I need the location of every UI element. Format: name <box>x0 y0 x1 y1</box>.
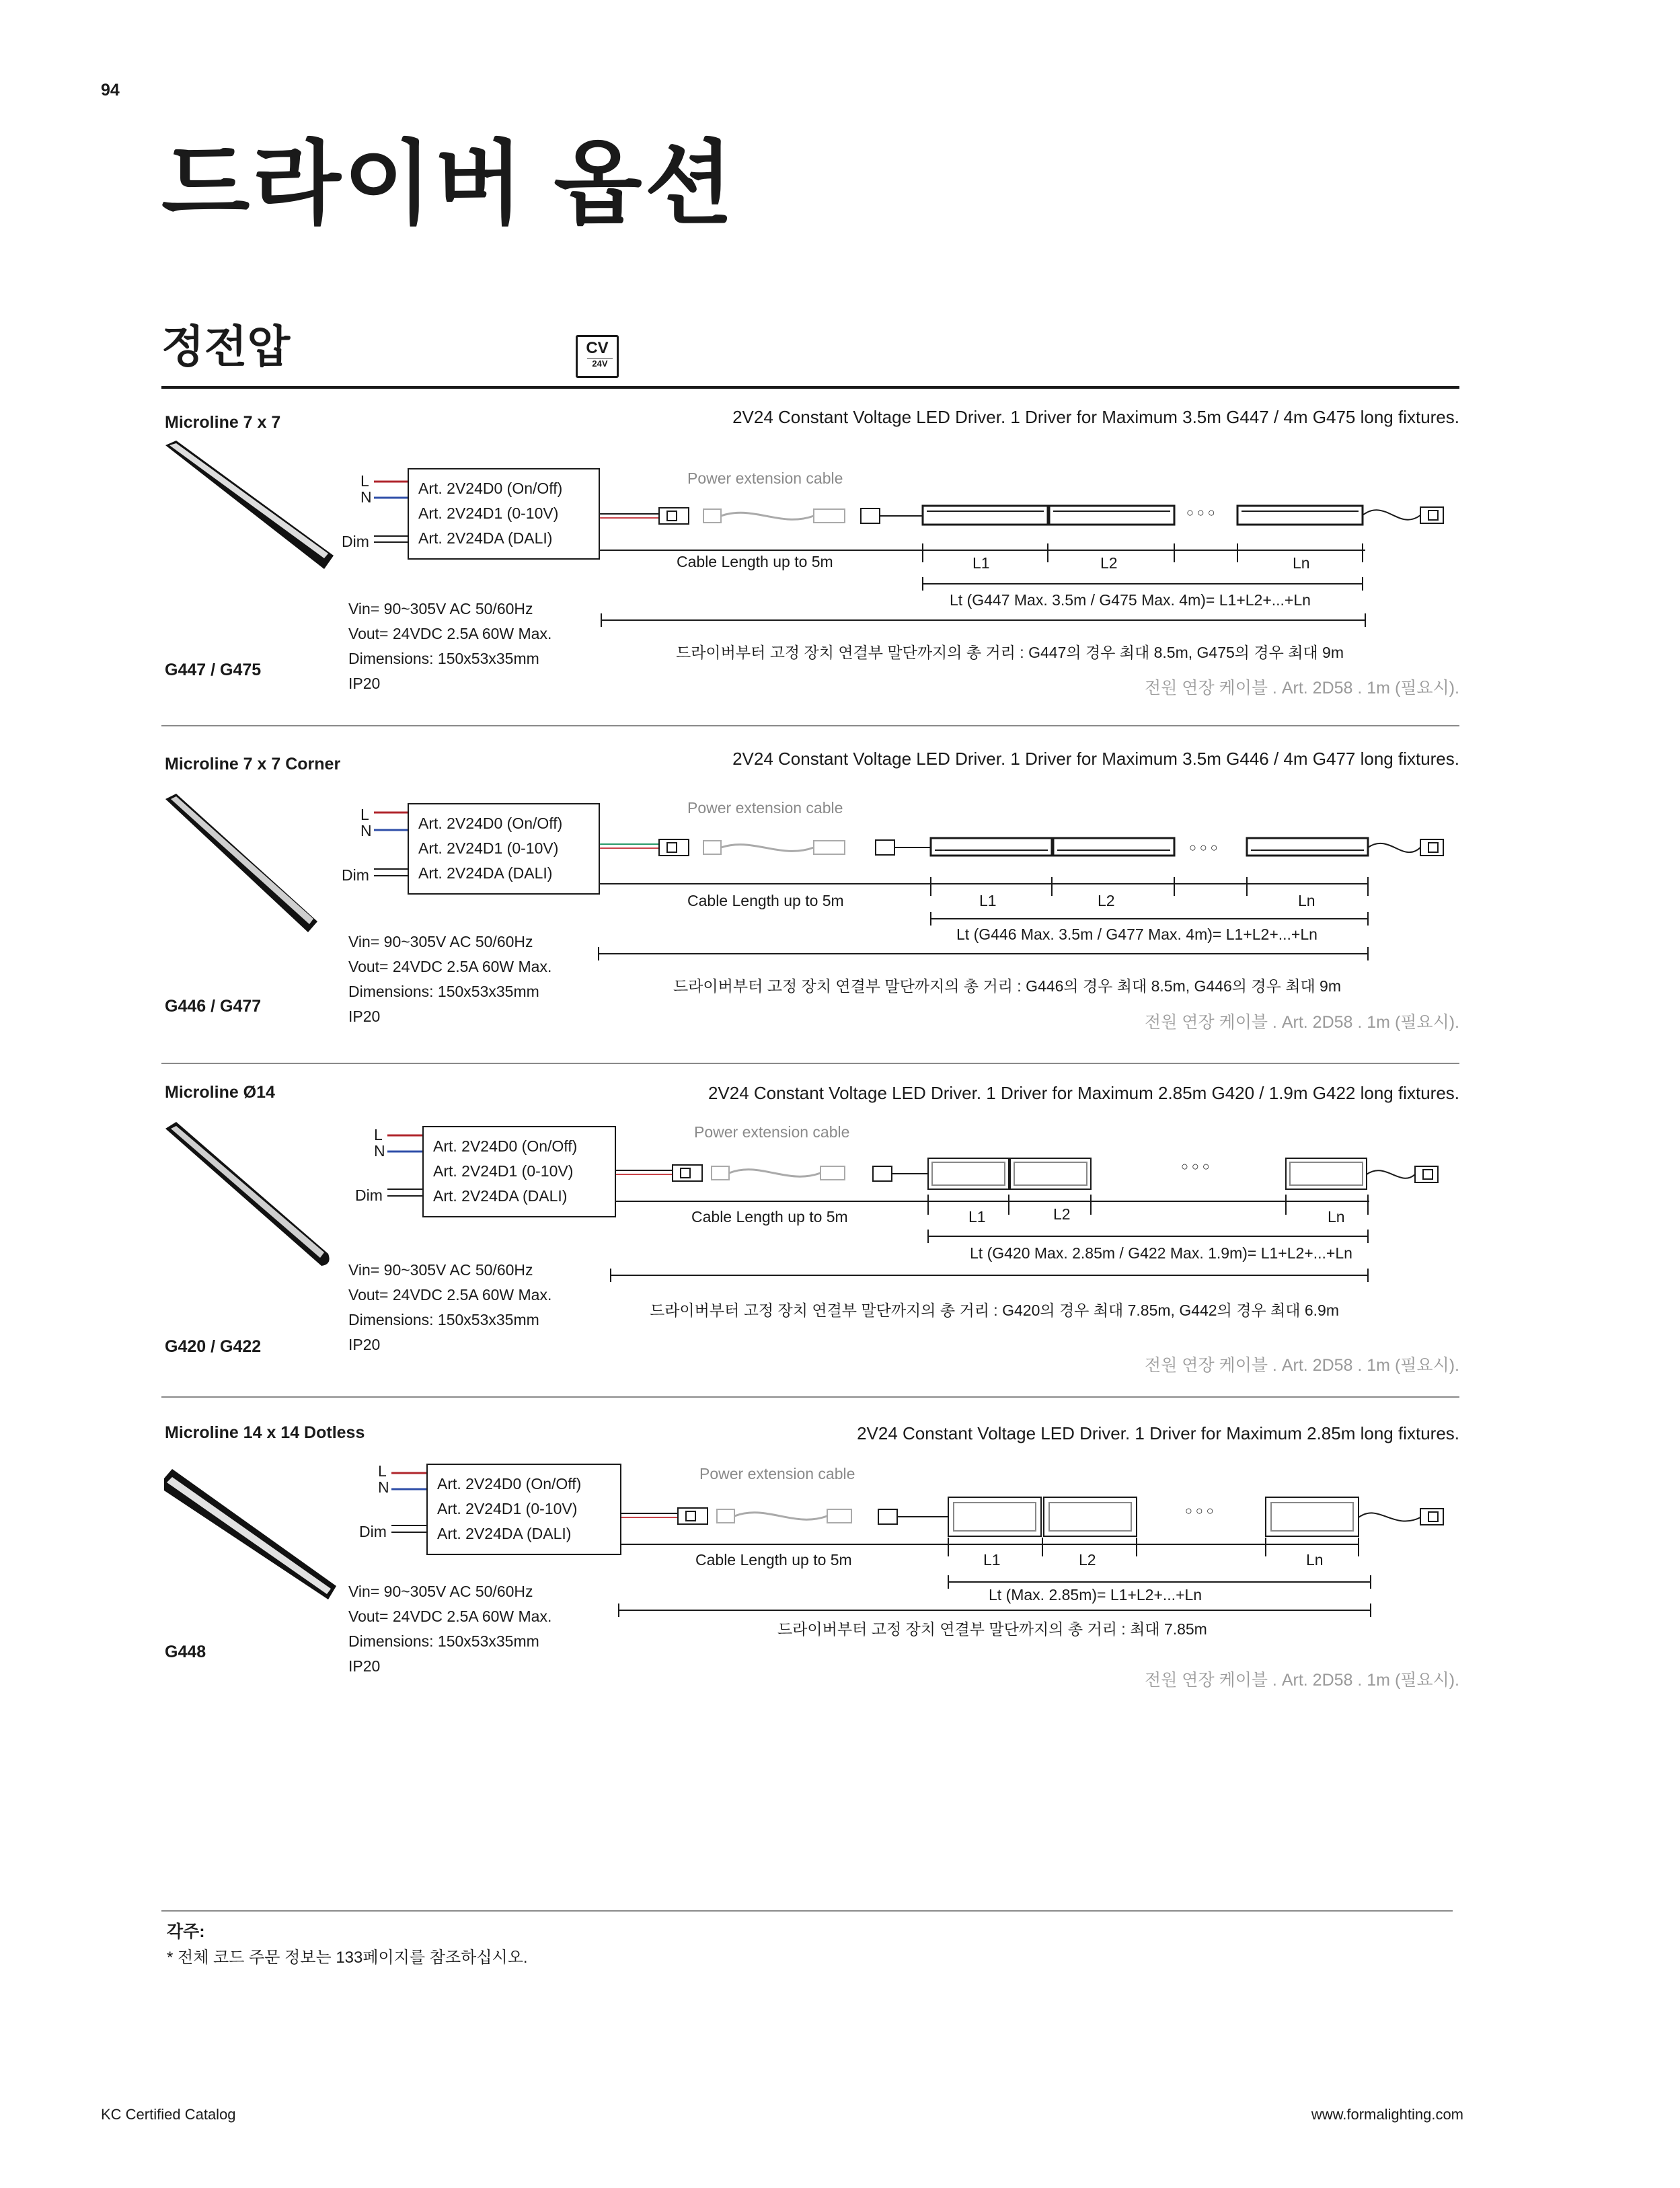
power-extension-label: Power extension cable <box>699 1465 855 1482</box>
dim-l1: L1 <box>968 1208 986 1225</box>
dots: ○ ○ ○ <box>1185 1504 1214 1517</box>
power-extension-label: Power extension cable <box>687 469 843 487</box>
dim-l2: L2 <box>1079 1551 1096 1569</box>
dim-ln: Ln <box>1306 1551 1324 1569</box>
dim-l1: L1 <box>983 1551 1001 1569</box>
product-codes: G448 <box>165 1643 206 1661</box>
power-extension-label: Power extension cable <box>694 1123 850 1141</box>
spec-vout: Vout= 24VDC 2.5A 60W Max. <box>348 1286 552 1304</box>
dim-ln: Ln <box>1328 1208 1345 1225</box>
dim-ln: Ln <box>1293 554 1310 572</box>
lt-formula: Lt (G446 Max. 3.5m / G477 Max. 4m)= L1+L2+...+Ln <box>956 926 1318 943</box>
total-distance-note: 드라이버부터 고정 장치 연결부 말단까지의 총 거리 : G446의 경우 최대 8.5m, G446의 경우 최대 9m <box>673 977 1342 995</box>
product-name: Microline 7 x 7 Corner <box>165 755 341 774</box>
dim-l2: L2 <box>1100 554 1118 572</box>
driver-line-onoff: Art. 2V24D0 (On/Off) <box>418 480 563 497</box>
spec-ip: IP20 <box>348 1008 381 1025</box>
product-headline: 2V24 Constant Voltage LED Driver. 1 Driver for Maximum 2.85m G420 / 1.9m G422 long fixtures. <box>708 1083 1459 1103</box>
driver-line-onoff: Art. 2V24D0 (On/Off) <box>418 815 563 832</box>
spec-ip: IP20 <box>348 1657 381 1675</box>
driver-line-010v: Art. 2V24D1 (0-10V) <box>418 504 559 522</box>
cv-badge-bottom: 24V <box>587 358 613 369</box>
dim-l2: L2 <box>1098 892 1115 909</box>
wire-label-dim: Dim <box>359 1523 387 1540</box>
wire-label-dim: Dim <box>342 866 369 884</box>
lt-formula: Lt (G447 Max. 3.5m / G475 Max. 4m)= L1+L2+...+Ln <box>950 591 1311 609</box>
notes-heading: 각주: <box>167 1922 205 1941</box>
extension-cable-note: 전원 연장 케이블 . Art. 2D58 . 1m (필요시). <box>1145 1013 1459 1032</box>
wire-label-l: L <box>360 472 369 490</box>
driver-line-010v: Art. 2V24D1 (0-10V) <box>418 839 559 857</box>
wire-label-dim: Dim <box>355 1186 383 1204</box>
total-distance-note: 드라이버부터 고정 장치 연결부 말단까지의 총 거리 : 최대 7.85m <box>777 1620 1207 1638</box>
spec-dimensions: Dimensions: 150x53x35mm <box>348 650 539 667</box>
dots: ○ ○ ○ <box>1189 841 1218 854</box>
cable-length-label: Cable Length up to 5m <box>677 553 833 570</box>
product-name: Microline Ø14 <box>165 1083 275 1102</box>
dim-l1: L1 <box>972 554 990 572</box>
dots: ○ ○ ○ <box>1186 506 1215 519</box>
wire-label-l: L <box>374 1126 383 1143</box>
spec-vout: Vout= 24VDC 2.5A 60W Max. <box>348 958 552 975</box>
wire-label-n: N <box>360 488 372 506</box>
total-distance-note: 드라이버부터 고정 장치 연결부 말단까지의 총 거리 : G420의 경우 최대 7.85m, G442의 경우 최대 6.9m <box>650 1302 1339 1319</box>
product-name: Microline 7 x 7 <box>165 413 281 432</box>
cv-badge-top: CV <box>586 339 609 357</box>
wire-label-n: N <box>374 1142 385 1160</box>
section-title: 정전압 <box>161 322 291 371</box>
wire-label-n: N <box>360 822 372 839</box>
driver-line-dali: Art. 2V24DA (DALI) <box>437 1525 572 1542</box>
lt-formula: Lt (G420 Max. 2.85m / G422 Max. 1.9m)= L1+L2+...+Ln <box>970 1244 1352 1262</box>
spec-vout: Vout= 24VDC 2.5A 60W Max. <box>348 625 552 642</box>
product-name: Microline 14 x 14 Dotless <box>165 1423 365 1442</box>
spec-vin: Vin= 90~305V AC 50/60Hz <box>348 1583 533 1600</box>
cable-length-label: Cable Length up to 5m <box>691 1208 848 1225</box>
spec-ip: IP20 <box>348 675 381 692</box>
power-extension-label: Power extension cable <box>687 799 843 817</box>
fixture-image <box>164 1469 336 1599</box>
spec-ip: IP20 <box>348 1336 381 1353</box>
dim-l1: L1 <box>979 892 997 909</box>
driver-line-onoff: Art. 2V24D0 (On/Off) <box>437 1475 582 1493</box>
driver-line-dali: Art. 2V24DA (DALI) <box>433 1187 568 1205</box>
product-headline: 2V24 Constant Voltage LED Driver. 1 Driver for Maximum 3.5m G446 / 4m G477 long fixtures. <box>732 749 1459 769</box>
footer-website-link[interactable]: www.formalighting.com <box>1311 2106 1463 2123</box>
total-distance-note: 드라이버부터 고정 장치 연결부 말단까지의 총 거리 : G447의 경우 최대 8.5m, G475의 경우 최대 9m <box>676 644 1344 661</box>
notes-text: * 전체 코드 주문 정보는 133페이지를 참조하십시오. <box>167 1949 528 1967</box>
spec-vin: Vin= 90~305V AC 50/60Hz <box>348 600 533 617</box>
driver-line-dali: Art. 2V24DA (DALI) <box>418 864 553 882</box>
product-codes: G446 / G477 <box>165 997 262 1016</box>
product-headline: 2V24 Constant Voltage LED Driver. 1 Driver for Maximum 2.85m long fixtures. <box>857 1423 1459 1443</box>
wire-label-l: L <box>360 806 369 823</box>
dim-l2: L2 <box>1053 1205 1071 1223</box>
spec-vin: Vin= 90~305V AC 50/60Hz <box>348 1261 533 1279</box>
driver-line-010v: Art. 2V24D1 (0-10V) <box>437 1500 578 1517</box>
spec-dimensions: Dimensions: 150x53x35mm <box>348 1311 539 1328</box>
lt-formula: Lt (Max. 2.85m)= L1+L2+...+Ln <box>989 1586 1202 1604</box>
product-codes: G420 / G422 <box>165 1337 262 1356</box>
spec-vout: Vout= 24VDC 2.5A 60W Max. <box>348 1608 552 1625</box>
cable-length-label: Cable Length up to 5m <box>687 892 844 909</box>
footer-catalog-name: KC Certified Catalog <box>101 2106 236 2123</box>
page-number: 94 <box>101 81 120 100</box>
dim-ln: Ln <box>1298 892 1315 909</box>
extension-cable-note: 전원 연장 케이블 . Art. 2D58 . 1m (필요시). <box>1145 679 1459 697</box>
page-title: 드라이버 옵션 <box>161 133 736 235</box>
wiring-diagram <box>0 1017 1680 1757</box>
wire-label-dim: Dim <box>342 533 369 550</box>
driver-line-dali: Art. 2V24DA (DALI) <box>418 529 553 547</box>
dots: ○ ○ ○ <box>1181 1160 1210 1173</box>
product-headline: 2V24 Constant Voltage LED Driver. 1 Driver for Maximum 3.5m G447 / 4m G475 long fixtures. <box>732 407 1459 427</box>
product-codes: G447 / G475 <box>165 661 262 679</box>
extension-cable-note: 전원 연장 케이블 . Art. 2D58 . 1m (필요시). <box>1145 1356 1459 1375</box>
notes-divider <box>161 1910 1453 1912</box>
spec-vin: Vin= 90~305V AC 50/60Hz <box>348 933 533 950</box>
spec-dimensions: Dimensions: 150x53x35mm <box>348 983 539 1000</box>
cable-length-label: Cable Length up to 5m <box>695 1551 852 1569</box>
driver-line-onoff: Art. 2V24D0 (On/Off) <box>433 1137 578 1155</box>
extension-cable-note: 전원 연장 케이블 . Art. 2D58 . 1m (필요시). <box>1145 1671 1459 1690</box>
driver-line-010v: Art. 2V24D1 (0-10V) <box>433 1162 574 1180</box>
wire-label-n: N <box>378 1478 389 1496</box>
spec-dimensions: Dimensions: 150x53x35mm <box>348 1632 539 1650</box>
wire-label-l: L <box>378 1462 387 1480</box>
